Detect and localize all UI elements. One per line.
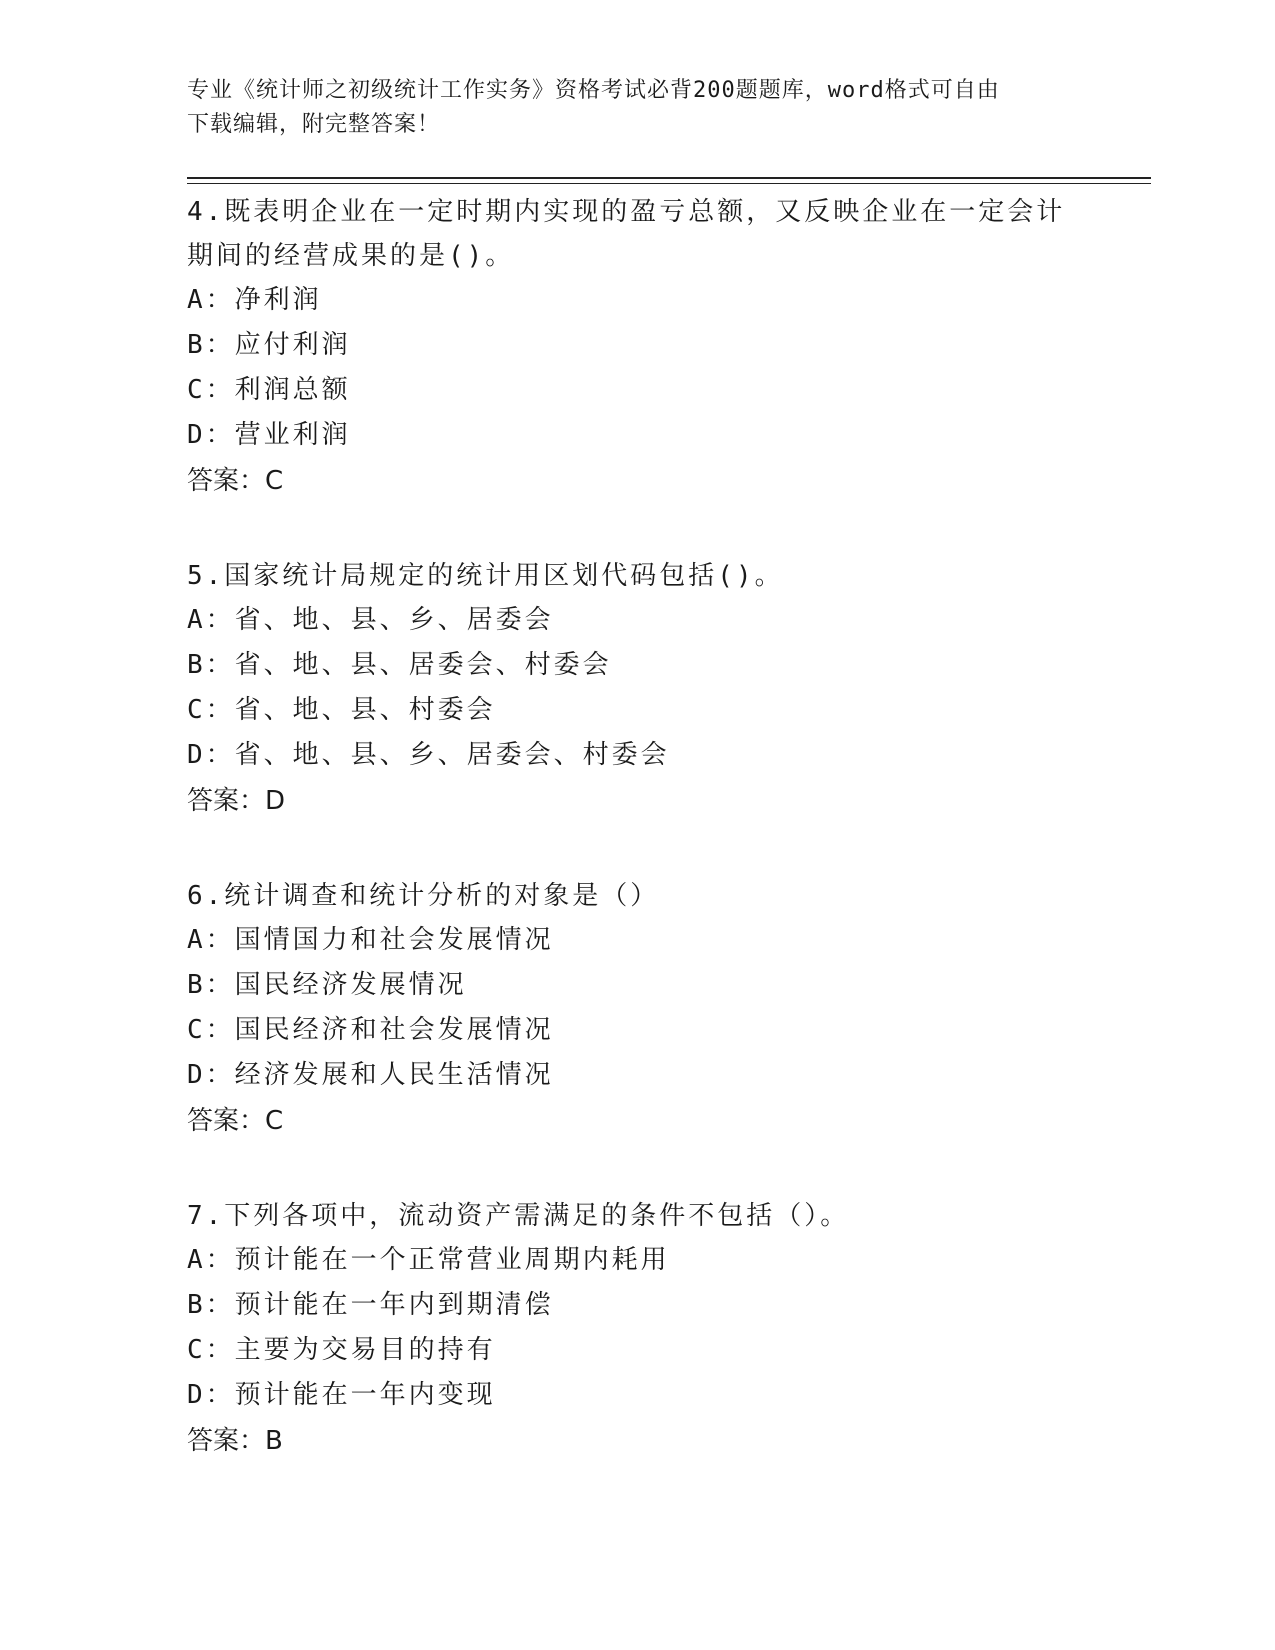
- header-divider-thick: [187, 177, 1151, 179]
- question-4: [187, 190, 1087, 504]
- header-line-2: 下载编辑，附完整答案！: [187, 112, 441, 137]
- option-c: C：省、地、县、村委会: [187, 695, 496, 725]
- option-c: C：主要为交易目的持有: [187, 1335, 496, 1365]
- question-5: [187, 554, 1087, 824]
- header-divider-thin: [187, 183, 1151, 184]
- option-c: C：国民经济和社会发展情况: [187, 1015, 554, 1045]
- question-stem-line-1: 4.既表明企业在一定时期内实现的盈亏总额，又反映企业在一定会计: [187, 197, 1066, 227]
- option-a: A：省、地、县、乡、居委会: [187, 605, 554, 635]
- document-header: [187, 74, 1067, 142]
- question-stem: 6.统计调查和统计分析的对象是（）: [187, 881, 660, 911]
- answer: 答案：C: [187, 466, 284, 496]
- question-7: [187, 1194, 1087, 1464]
- option-d: D：省、地、县、乡、居委会、村委会: [187, 740, 670, 770]
- header-line-1: 专业《统计师之初级统计工作实务》资格考试必背200题题库，word格式可自由: [187, 78, 1000, 103]
- question-list: [187, 190, 1087, 1514]
- option-a: A：国情国力和社会发展情况: [187, 925, 554, 955]
- option-a: A：预计能在一个正常营业周期内耗用: [187, 1245, 670, 1275]
- option-b: B：应付利润: [187, 330, 351, 360]
- question-stem: 5.国家统计局规定的统计用区划代码包括()。: [187, 561, 784, 591]
- answer: 答案：D: [187, 786, 286, 816]
- question-stem: 7.下列各项中，流动资产需满足的条件不包括（）。: [187, 1201, 850, 1231]
- option-b: B：国民经济发展情况: [187, 970, 467, 1000]
- option-c: C：利润总额: [187, 375, 351, 405]
- question-stem: [187, 190, 1087, 278]
- option-b: B：预计能在一年内到期清偿: [187, 1290, 554, 1320]
- option-d: D：经济发展和人民生活情况: [187, 1060, 554, 1090]
- question-stem-line-2: 期间的经营成果的是()。: [187, 241, 515, 271]
- option-a: A：净利润: [187, 285, 322, 315]
- answer: 答案：C: [187, 1106, 284, 1136]
- option-d: D：预计能在一年内变现: [187, 1380, 496, 1410]
- answer: 答案：B: [187, 1426, 283, 1456]
- question-6: [187, 874, 1087, 1144]
- option-d: D：营业利润: [187, 420, 351, 450]
- option-b: B：省、地、县、居委会、村委会: [187, 650, 612, 680]
